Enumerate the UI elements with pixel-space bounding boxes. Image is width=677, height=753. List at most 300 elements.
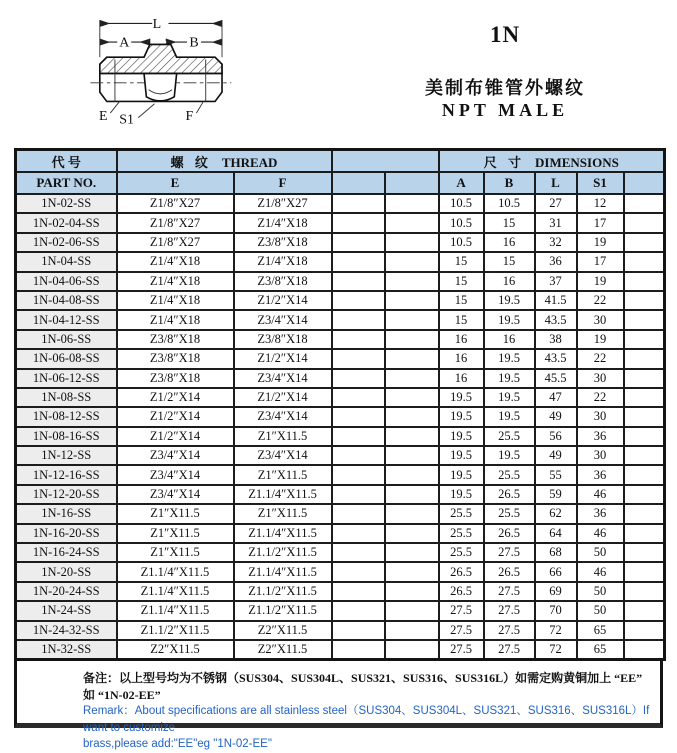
dim-s1-cell: 50 xyxy=(577,582,624,601)
table-row xyxy=(16,330,665,349)
col-header-blank xyxy=(385,172,439,194)
header-row-1 xyxy=(16,150,665,173)
empty-cell xyxy=(624,330,665,349)
dim-s1-cell: 22 xyxy=(577,349,624,368)
dim-a-cell: 16 xyxy=(439,369,484,388)
dim-a-cell: 27.5 xyxy=(439,621,484,640)
empty-cell xyxy=(385,504,439,523)
dim-b-cell: 26.5 xyxy=(484,485,535,504)
empty-cell xyxy=(385,640,439,660)
thread-f-cell: Z1.1/2″X11.5 xyxy=(234,601,332,620)
dim-s1-cell: 46 xyxy=(577,485,624,504)
thread-f-cell: Z1.1/4″X11.5 xyxy=(234,485,332,504)
table-row xyxy=(16,446,665,465)
col-header-b: B xyxy=(484,172,535,194)
table-row xyxy=(16,640,665,660)
dim-s1-cell: 17 xyxy=(577,252,624,271)
thread-e-cell: Z1.1/4″X11.5 xyxy=(117,562,234,581)
dim-a-cell: 19.5 xyxy=(439,388,484,407)
empty-cell xyxy=(624,310,665,329)
dim-s1-cell: 50 xyxy=(577,543,624,562)
part-no-cell: 1N-02-SS xyxy=(16,194,117,213)
dim-label-L: L xyxy=(152,17,162,33)
empty-cell xyxy=(385,621,439,640)
thread-f-cell: Z3/4″X14 xyxy=(234,369,332,388)
table-row xyxy=(16,601,665,620)
part-no-header-cn: 代 号 xyxy=(16,150,117,173)
empty-cell xyxy=(624,543,665,562)
dim-l-cell: 38 xyxy=(535,330,577,349)
dim-l-cell: 41.5 xyxy=(535,291,577,310)
part-no-cell: 1N-08-12-SS xyxy=(16,407,117,426)
thread-e-cell: Z1.1/4″X11.5 xyxy=(117,601,234,620)
table-row xyxy=(16,524,665,543)
dim-a-cell: 10.5 xyxy=(439,213,484,232)
empty-cell xyxy=(332,504,385,523)
empty-cell xyxy=(332,194,385,213)
dim-l-cell: 72 xyxy=(535,621,577,640)
thread-f-cell: Z3/4″X14 xyxy=(234,310,332,329)
thread-e-cell: Z1″X11.5 xyxy=(117,543,234,562)
dim-a-cell: 10.5 xyxy=(439,194,484,213)
part-no-cell: 1N-12-SS xyxy=(16,446,117,465)
col-header-blank xyxy=(624,172,665,194)
empty-cell xyxy=(332,485,385,504)
dim-label-B: B xyxy=(189,35,199,51)
fitting-drawing-svg xyxy=(58,6,258,148)
dim-b-cell: 25.5 xyxy=(484,504,535,523)
part-no-cell: 1N-04-SS xyxy=(16,252,117,271)
dim-a-cell: 19.5 xyxy=(439,427,484,446)
dim-a-cell: 27.5 xyxy=(439,640,484,660)
dim-b-cell: 19.5 xyxy=(484,369,535,388)
dim-s1-cell: 17 xyxy=(577,213,624,232)
empty-cell xyxy=(385,407,439,426)
table-row xyxy=(16,272,665,291)
empty-cell xyxy=(385,582,439,601)
thread-e-cell: Z1″X11.5 xyxy=(117,504,234,523)
table-row xyxy=(16,369,665,388)
dimensions-header-cn: 尺 寸 xyxy=(483,154,526,170)
table-row xyxy=(16,621,665,640)
empty-cell xyxy=(332,621,385,640)
thread-e-cell: Z1/2″X14 xyxy=(117,388,234,407)
empty-cell xyxy=(385,291,439,310)
empty-cell xyxy=(624,407,665,426)
dim-b-cell: 25.5 xyxy=(484,465,535,484)
thread-f-cell: Z1.1/4″X11.5 xyxy=(234,562,332,581)
empty-cell xyxy=(624,582,665,601)
dim-s1-cell: 22 xyxy=(577,388,624,407)
thread-f-cell: Z1/2″X14 xyxy=(234,349,332,368)
thread-e-cell: Z1/4″X18 xyxy=(117,252,234,271)
empty-cell xyxy=(332,291,385,310)
empty-cell xyxy=(332,562,385,581)
table-row xyxy=(16,485,665,504)
dim-a-cell: 10.5 xyxy=(439,233,484,252)
part-no-cell: 1N-24-SS xyxy=(16,601,117,620)
thread-f-cell: Z1/4″X18 xyxy=(234,213,332,232)
label-E: E xyxy=(99,109,108,125)
table-row xyxy=(16,310,665,329)
dim-b-cell: 19.5 xyxy=(484,291,535,310)
empty-cell xyxy=(332,272,385,291)
empty-cell xyxy=(332,407,385,426)
part-no-cell: 1N-04-06-SS xyxy=(16,272,117,291)
thread-f-cell: Z1/8″X27 xyxy=(234,194,332,213)
dim-l-cell: 70 xyxy=(535,601,577,620)
table-row xyxy=(16,213,665,232)
thread-e-cell: Z1/2″X14 xyxy=(117,407,234,426)
empty-cell xyxy=(624,213,665,232)
empty-cell xyxy=(385,194,439,213)
dim-label-A: A xyxy=(119,35,130,51)
empty-cell xyxy=(624,427,665,446)
dim-s1-cell: 36 xyxy=(577,465,624,484)
thread-f-cell: Z2″X11.5 xyxy=(234,621,332,640)
table-row xyxy=(16,407,665,426)
empty-cell xyxy=(385,388,439,407)
empty-cell xyxy=(332,543,385,562)
col-header-s1: S1 xyxy=(577,172,624,194)
empty-cell xyxy=(332,233,385,252)
table-row xyxy=(16,233,665,252)
empty-cell xyxy=(332,369,385,388)
thread-e-cell: Z1/8″X27 xyxy=(117,233,234,252)
empty-cell xyxy=(385,601,439,620)
dim-a-cell: 25.5 xyxy=(439,543,484,562)
dim-l-cell: 36 xyxy=(535,252,577,271)
dim-s1-cell: 36 xyxy=(577,427,624,446)
dim-l-cell: 49 xyxy=(535,446,577,465)
table-row xyxy=(16,465,665,484)
empty-cell xyxy=(332,524,385,543)
col-header-f: F xyxy=(234,172,332,194)
empty-cell xyxy=(385,446,439,465)
empty-cell xyxy=(624,252,665,271)
part-no-cell: 1N-20-SS xyxy=(16,562,117,581)
dim-l-cell: 43.5 xyxy=(535,349,577,368)
dim-b-cell: 16 xyxy=(484,272,535,291)
dim-s1-cell: 12 xyxy=(577,194,624,213)
dim-b-cell: 25.5 xyxy=(484,427,535,446)
empty-cell xyxy=(624,194,665,213)
thread-f-cell: Z1.1/2″X11.5 xyxy=(234,582,332,601)
empty-cell xyxy=(385,252,439,271)
dimensions-header-en: DIMENSIONS xyxy=(535,154,619,170)
thread-f-cell: Z1.1/2″X11.5 xyxy=(234,543,332,562)
part-no-cell: 1N-08-SS xyxy=(16,388,117,407)
thread-e-cell: Z1/8″X27 xyxy=(117,194,234,213)
empty-cell xyxy=(332,330,385,349)
empty-cell xyxy=(385,233,439,252)
dim-s1-cell: 19 xyxy=(577,272,624,291)
thread-f-cell: Z1/2″X14 xyxy=(234,388,332,407)
part-no-cell: 1N-32-SS xyxy=(16,640,117,660)
col-header-a: A xyxy=(439,172,484,194)
thread-e-cell: Z1/2″X14 xyxy=(117,427,234,446)
dim-a-cell: 15 xyxy=(439,310,484,329)
table-row xyxy=(16,388,665,407)
product-name-cn: 美制布锥管外螺纹 xyxy=(425,78,585,98)
dimensions-header xyxy=(439,150,665,173)
dim-l-cell: 55 xyxy=(535,465,577,484)
empty-cell xyxy=(385,330,439,349)
part-no-cell: 1N-06-12-SS xyxy=(16,369,117,388)
dim-s1-cell: 30 xyxy=(577,407,624,426)
thread-f-cell: Z1.1/4″X11.5 xyxy=(234,524,332,543)
dim-b-cell: 15 xyxy=(484,213,535,232)
part-no-cell: 1N-02-04-SS xyxy=(16,213,117,232)
empty-cell xyxy=(385,485,439,504)
thread-header xyxy=(117,150,332,173)
dim-a-cell: 25.5 xyxy=(439,504,484,523)
thread-e-cell: Z3/8″X18 xyxy=(117,369,234,388)
empty-cell xyxy=(624,388,665,407)
dim-a-cell: 19.5 xyxy=(439,485,484,504)
dim-l-cell: 37 xyxy=(535,272,577,291)
empty-cell xyxy=(385,369,439,388)
table-row xyxy=(16,427,665,446)
part-no-cell: 1N-06-SS xyxy=(16,330,117,349)
empty-cell xyxy=(332,427,385,446)
dim-b-cell: 27.5 xyxy=(484,582,535,601)
thread-e-cell: Z1/4″X18 xyxy=(117,272,234,291)
dim-s1-cell: 65 xyxy=(577,640,624,660)
empty-cell xyxy=(624,233,665,252)
header-row-2 xyxy=(16,172,665,194)
thread-header-en: THREAD xyxy=(221,154,278,170)
dim-b-cell: 19.5 xyxy=(484,310,535,329)
dim-b-cell: 27.5 xyxy=(484,543,535,562)
empty-cell xyxy=(332,582,385,601)
empty-cell xyxy=(332,601,385,620)
dim-a-cell: 15 xyxy=(439,291,484,310)
dim-s1-cell: 30 xyxy=(577,446,624,465)
thread-f-cell: Z1/2″X14 xyxy=(234,291,332,310)
dim-a-cell: 27.5 xyxy=(439,601,484,620)
table-body xyxy=(16,194,665,660)
thread-e-cell: Z1/8″X27 xyxy=(117,213,234,232)
empty-cell xyxy=(332,388,385,407)
empty-cell xyxy=(624,504,665,523)
empty-cell xyxy=(624,562,665,581)
dim-l-cell: 43.5 xyxy=(535,310,577,329)
label-F: F xyxy=(185,109,194,125)
dim-s1-cell: 36 xyxy=(577,504,624,523)
dim-a-cell: 15 xyxy=(439,272,484,291)
part-no-cell: 1N-16-SS xyxy=(16,504,117,523)
thread-e-cell: Z2″X11.5 xyxy=(117,640,234,660)
empty-cell xyxy=(385,213,439,232)
thread-f-cell: Z3/4″X14 xyxy=(234,407,332,426)
dim-a-cell: 16 xyxy=(439,330,484,349)
thread-e-cell: Z1″X11.5 xyxy=(117,524,234,543)
table-row xyxy=(16,543,665,562)
empty-cell xyxy=(385,543,439,562)
part-no-cell: 1N-12-20-SS xyxy=(16,485,117,504)
part-no-cell: 1N-04-08-SS xyxy=(16,291,117,310)
dim-l-cell: 31 xyxy=(535,213,577,232)
thread-e-cell: Z1/4″X18 xyxy=(117,291,234,310)
empty-cell xyxy=(385,349,439,368)
empty-cell xyxy=(332,446,385,465)
empty-cell xyxy=(624,465,665,484)
col-header-l: L xyxy=(535,172,577,194)
part-no-cell: 1N-12-16-SS xyxy=(16,465,117,484)
fitting-technical-drawing xyxy=(58,6,258,148)
dim-s1-cell: 30 xyxy=(577,310,624,329)
dim-b-cell: 26.5 xyxy=(484,524,535,543)
empty-cell xyxy=(385,310,439,329)
dim-l-cell: 27 xyxy=(535,194,577,213)
dim-s1-cell: 50 xyxy=(577,601,624,620)
thread-e-cell: Z1.1/2″X11.5 xyxy=(117,621,234,640)
empty-cell xyxy=(385,465,439,484)
dim-s1-cell: 46 xyxy=(577,562,624,581)
part-no-cell: 1N-16-24-SS xyxy=(16,543,117,562)
empty-cell xyxy=(624,349,665,368)
empty-cell xyxy=(332,640,385,660)
empty-cell xyxy=(332,465,385,484)
dim-b-cell: 27.5 xyxy=(484,640,535,660)
dim-b-cell: 15 xyxy=(484,252,535,271)
thread-f-cell: Z1″X11.5 xyxy=(234,465,332,484)
thread-e-cell: Z3/8″X18 xyxy=(117,330,234,349)
thread-f-cell: Z3/8″X18 xyxy=(234,233,332,252)
table-row xyxy=(16,349,665,368)
dim-s1-cell: 65 xyxy=(577,621,624,640)
empty-cell xyxy=(332,310,385,329)
dim-b-cell: 19.5 xyxy=(484,446,535,465)
spare-header xyxy=(332,150,439,173)
dim-a-cell: 26.5 xyxy=(439,582,484,601)
dim-b-cell: 19.5 xyxy=(484,349,535,368)
dim-b-cell: 19.5 xyxy=(484,407,535,426)
table-row xyxy=(16,504,665,523)
dim-l-cell: 68 xyxy=(535,543,577,562)
col-header-e: E xyxy=(117,172,234,194)
dim-l-cell: 59 xyxy=(535,485,577,504)
dim-b-cell: 16 xyxy=(484,330,535,349)
dim-a-cell: 16 xyxy=(439,349,484,368)
thread-e-cell: Z1.1/4″X11.5 xyxy=(117,582,234,601)
thread-header-cn: 螺 纹 xyxy=(170,154,212,170)
thread-f-cell: Z3/8″X18 xyxy=(234,272,332,291)
dim-l-cell: 72 xyxy=(535,640,577,660)
thread-e-cell: Z3/8″X18 xyxy=(117,349,234,368)
dim-b-cell: 27.5 xyxy=(484,601,535,620)
remark-line-en-1: Remark：About specifications are all stainless steel（SUS304、SUS304L、SUS321、SUS316、SUS316L）If want to customize xyxy=(83,705,650,734)
dim-a-cell: 19.5 xyxy=(439,465,484,484)
dim-b-cell: 16 xyxy=(484,233,535,252)
empty-cell xyxy=(385,562,439,581)
empty-cell xyxy=(624,601,665,620)
empty-cell xyxy=(332,252,385,271)
dim-l-cell: 45.5 xyxy=(535,369,577,388)
spec-table xyxy=(14,148,666,661)
dim-l-cell: 64 xyxy=(535,524,577,543)
series-code: 1N xyxy=(489,22,521,47)
dim-s1-cell: 30 xyxy=(577,369,624,388)
thread-f-cell: Z1/4″X18 xyxy=(234,252,332,271)
dim-b-cell: 10.5 xyxy=(484,194,535,213)
empty-cell xyxy=(385,427,439,446)
thread-f-cell: Z3/8″X18 xyxy=(234,330,332,349)
dim-l-cell: 69 xyxy=(535,582,577,601)
dim-s1-cell: 46 xyxy=(577,524,624,543)
empty-cell xyxy=(624,369,665,388)
dim-a-cell: 19.5 xyxy=(439,446,484,465)
empty-cell xyxy=(332,213,385,232)
thread-f-cell: Z1″X11.5 xyxy=(234,504,332,523)
empty-cell xyxy=(624,446,665,465)
remark-box xyxy=(14,660,663,751)
dim-b-cell: 27.5 xyxy=(484,621,535,640)
empty-cell xyxy=(624,485,665,504)
empty-cell xyxy=(624,291,665,310)
dim-l-cell: 47 xyxy=(535,388,577,407)
dim-a-cell: 26.5 xyxy=(439,562,484,581)
empty-cell xyxy=(385,272,439,291)
table-row xyxy=(16,562,665,581)
dim-s1-cell: 19 xyxy=(577,330,624,349)
thread-e-cell: Z1/4″X18 xyxy=(117,310,234,329)
part-no-cell: 1N-08-16-SS xyxy=(16,427,117,446)
table-header xyxy=(16,150,665,195)
thread-e-cell: Z3/4″X14 xyxy=(117,446,234,465)
table-row xyxy=(16,194,665,213)
dim-l-cell: 32 xyxy=(535,233,577,252)
empty-cell xyxy=(624,272,665,291)
part-no-cell: 1N-24-32-SS xyxy=(16,621,117,640)
table-row xyxy=(16,291,665,310)
dim-l-cell: 62 xyxy=(535,504,577,523)
empty-cell xyxy=(624,640,665,660)
table-row xyxy=(16,582,665,601)
dim-a-cell: 19.5 xyxy=(439,407,484,426)
product-name-en: NPT MALE xyxy=(441,100,569,120)
empty-cell xyxy=(332,349,385,368)
empty-cell xyxy=(624,524,665,543)
thread-e-cell: Z3/4″X14 xyxy=(117,485,234,504)
dim-l-cell: 49 xyxy=(535,407,577,426)
remark-line-en-2: brass,please add:"EE"eg "1N-02-EE" xyxy=(83,738,272,751)
label-S1: S1 xyxy=(119,112,134,128)
part-no-cell: 1N-16-20-SS xyxy=(16,524,117,543)
part-no-cell: 1N-20-24-SS xyxy=(16,582,117,601)
thread-e-cell: Z3/4″X14 xyxy=(117,465,234,484)
part-no-cell: 1N-04-12-SS xyxy=(16,310,117,329)
dim-l-cell: 56 xyxy=(535,427,577,446)
table-row xyxy=(16,252,665,271)
thread-f-cell: Z2″X11.5 xyxy=(234,640,332,660)
col-header-blank xyxy=(332,172,385,194)
empty-cell xyxy=(624,621,665,640)
dim-a-cell: 25.5 xyxy=(439,524,484,543)
dim-b-cell: 19.5 xyxy=(484,388,535,407)
thread-f-cell: Z3/4″X14 xyxy=(234,446,332,465)
part-no-header-en: PART NO. xyxy=(16,172,117,194)
part-no-cell: 1N-02-06-SS xyxy=(16,233,117,252)
remark-line-cn: 备注：以上型号均为不锈钢（SUS304、SUS304L、SUS321、SUS316、SUS316L）如需定购黄铜加上 “EE” 如 “1N-02-EE” xyxy=(83,671,643,702)
dim-l-cell: 66 xyxy=(535,562,577,581)
dim-s1-cell: 22 xyxy=(577,291,624,310)
empty-cell xyxy=(385,524,439,543)
part-no-cell: 1N-06-08-SS xyxy=(16,349,117,368)
dim-s1-cell: 19 xyxy=(577,233,624,252)
dim-b-cell: 26.5 xyxy=(484,562,535,581)
